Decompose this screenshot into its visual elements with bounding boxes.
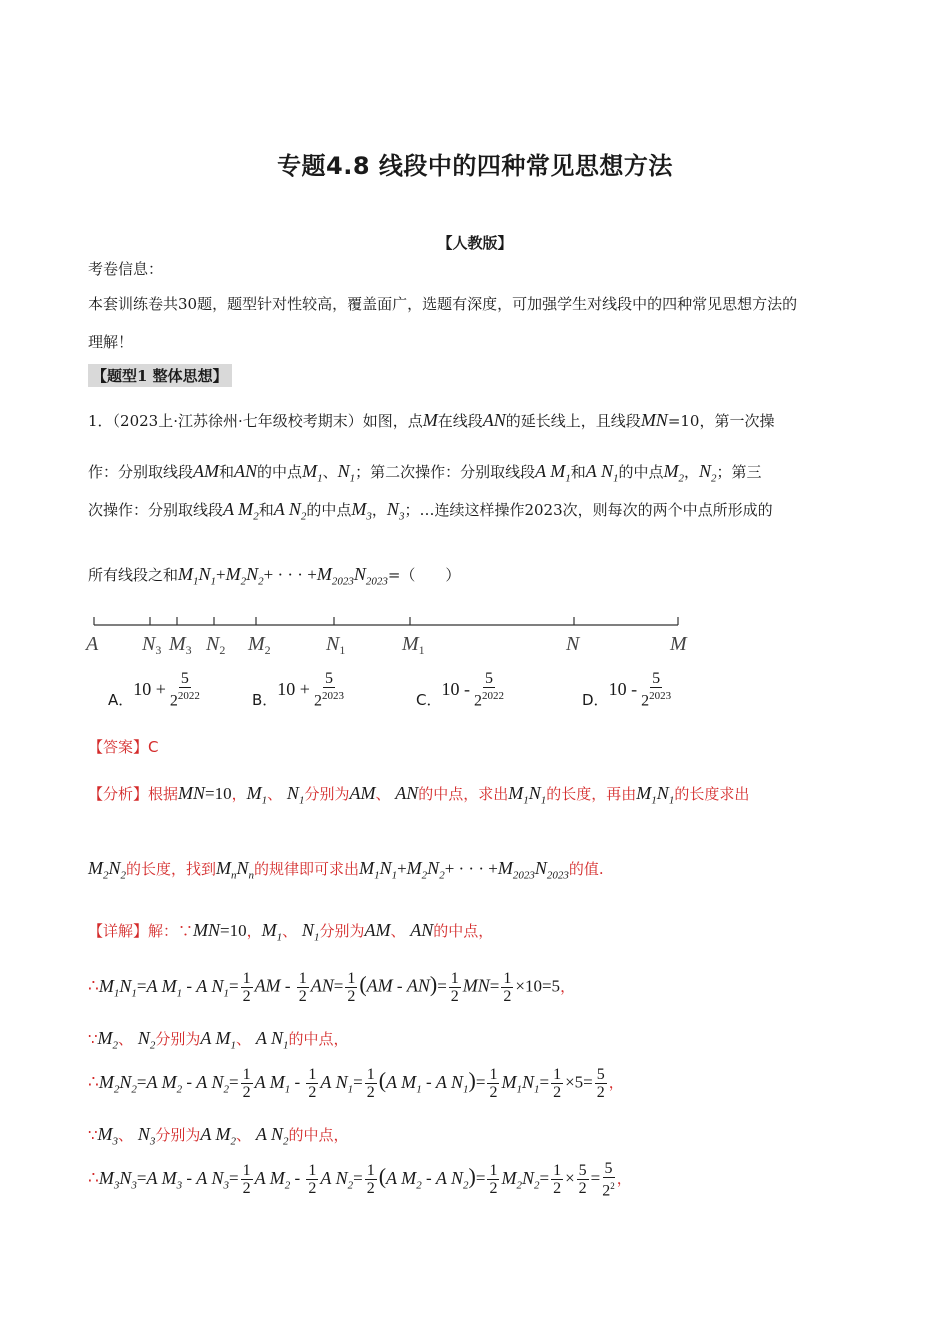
point-label-n: N (566, 633, 580, 655)
option-a[interactable] (108, 670, 202, 715)
analysis-label: 【分析】 (88, 785, 149, 803)
detail-label: 【详解】 (88, 922, 149, 940)
option-numerator: 5 (324, 670, 333, 687)
option-numerator: 5 (652, 670, 661, 687)
option-letter: B． (252, 691, 278, 710)
point-label-m: M (670, 633, 687, 655)
option-fraction (170, 670, 200, 709)
option-letter: C． (416, 691, 442, 710)
point-label-a: A (86, 633, 99, 655)
option-denominator: $2^{2023}$ (313, 690, 344, 710)
analysis-line-1: 【分析】根据MN=10，$M_1$、 $N_1$分别为AM、 AN的中点，求出$M_1N_1$的长度，再由$M_1N_1$的长度求出 (88, 783, 750, 807)
point-label-m3: $M_3$ (169, 633, 192, 657)
point-label-m1: $M_1$ (402, 633, 425, 657)
question-line-3: 次操作：分别取线段A $M_2$和A $N_2$的中点$M_3$，$N_3$；…连续这样操作2023次，则每次的两个中点所形成的 (88, 499, 773, 523)
option-denominator: $2^{2022}$ (473, 690, 504, 710)
option-expression (277, 670, 346, 709)
analysis-line-2: $M_2N_2$的长度，找到$M_nN_n$的规律即可求出$M_1N_1+M_2N_2+$ · · · $+M_{2023}N_{2023}$的值. (88, 858, 604, 882)
document-title: 专题4.8 线段中的四种常见思想方法 (277, 152, 673, 180)
question-line-2: 作：分别取线段AM和AN的中点$M_1$、$N_1$；第二次操作：分别取线段A $M_1$和A $N_1$的中点$M_2$，$N_2$；第三 (88, 461, 762, 485)
option-sign: 10 - (608, 679, 638, 700)
option-expression (441, 670, 506, 709)
segment-figure (80, 610, 700, 660)
question-line-1: 1．（2023上·江苏徐州·七年级校考期末）如图，点M在线段AN的延长线上，且线段MN=10，第一次操 (88, 410, 775, 430)
option-fraction (474, 670, 504, 709)
point-label-n3: $N_3$ (142, 633, 162, 657)
edition-label: 【人教版】 (437, 234, 513, 252)
detail-equation-1: $\therefore M_1N_1=A$ $M_1$ - A $N_1=$ $\frac{1}{2}$ AM - $\frac{1}{2}$ AN= $\frac{1}{2}$ (AM - AN)= $\frac{1}{2}$ MN= $\frac{1}{2}$ ×10=5， (88, 970, 576, 1005)
options-row (108, 670, 708, 722)
question-source: （2023上·江苏徐州·七年级校考期末）如图，点 (112, 412, 423, 430)
option-b[interactable] (252, 670, 346, 715)
answer-line (88, 736, 159, 757)
question-number: 1． (88, 412, 113, 430)
option-expression (609, 670, 674, 709)
question-line-4: 所有线段之和$M_1N_1+M_2N_2+$ · · · $+M_{2023}N_{2023}=$（ ） (88, 564, 461, 588)
option-c[interactable] (416, 670, 506, 715)
info-label: 考卷信息： (88, 260, 164, 278)
detail-line-2: $\because M_2$、 $N_2$分别为A $M_1$、 A $N_1$的中点， (88, 1028, 349, 1052)
option-denominator: $2^{2023}$ (641, 690, 672, 710)
option-numerator: 5 (484, 670, 493, 687)
option-numerator: 5 (180, 670, 189, 687)
answer-label: 【答案】 (88, 738, 149, 756)
point-label-m2: $M_2$ (248, 633, 271, 657)
info-text-line-1: 本套训练卷共30题，题型针对性较高，覆盖面广，选题有深度，可加强学生对线段中的四种常见思想方法的 (88, 295, 798, 313)
point-label-n1: $N_1$ (326, 633, 346, 657)
option-sign: 10 + (277, 679, 310, 700)
detail-equation-3: $\therefore M_3N_3=A$ $M_3$ - A $N_3=$ $\frac{1}{2}$ A $M_2$ - $\frac{1}{2}$ A $N_2=$ $\frac{1}{2}$ (A $M_2$ - A $N_2)=$ $\frac{1}{2}$ $M_2N_2=$ $\frac{1}{2}$ × $\frac{5}{2}$ = $\frac{5}{2^2}$ ， (88, 1160, 632, 1200)
option-sign: 10 + (133, 679, 166, 700)
section-heading: 【题型1 整体思想】 (88, 364, 232, 387)
option-denominator: $2^{2022}$ (169, 690, 200, 710)
option-letter: A． (108, 691, 134, 710)
detail-equation-2: $\therefore M_2N_2=A$ $M_2$ - A $N_2=$ $\frac{1}{2}$ A $M_1$ - $\frac{1}{2}$ A $N_1=$ $\frac{1}{2}$ (A $M_1$ - A $N_1)=$ $\frac{1}{2}$ $M_1N_1=$ $\frac{1}{2}$ ×5= $\frac{5}{2}$ ， (88, 1066, 624, 1101)
option-fraction (314, 670, 344, 709)
detail-line-3: $\because M_3$、 $N_3$分别为A $M_2$、 A $N_2$的中点， (88, 1124, 349, 1148)
answer-value: C (148, 738, 159, 756)
option-d[interactable] (582, 670, 673, 715)
option-fraction (641, 670, 671, 709)
info-text-line-2: 理解！ (88, 333, 134, 351)
detail-line-1: 【详解】解：∵MN=10，$M_1$、 $N_1$分别为AM、 AN的中点， (88, 920, 494, 944)
point-label-n2: $N_2$ (206, 633, 226, 657)
option-sign: 10 - (441, 679, 470, 700)
option-letter: D． (582, 691, 609, 710)
option-expression (133, 670, 202, 709)
